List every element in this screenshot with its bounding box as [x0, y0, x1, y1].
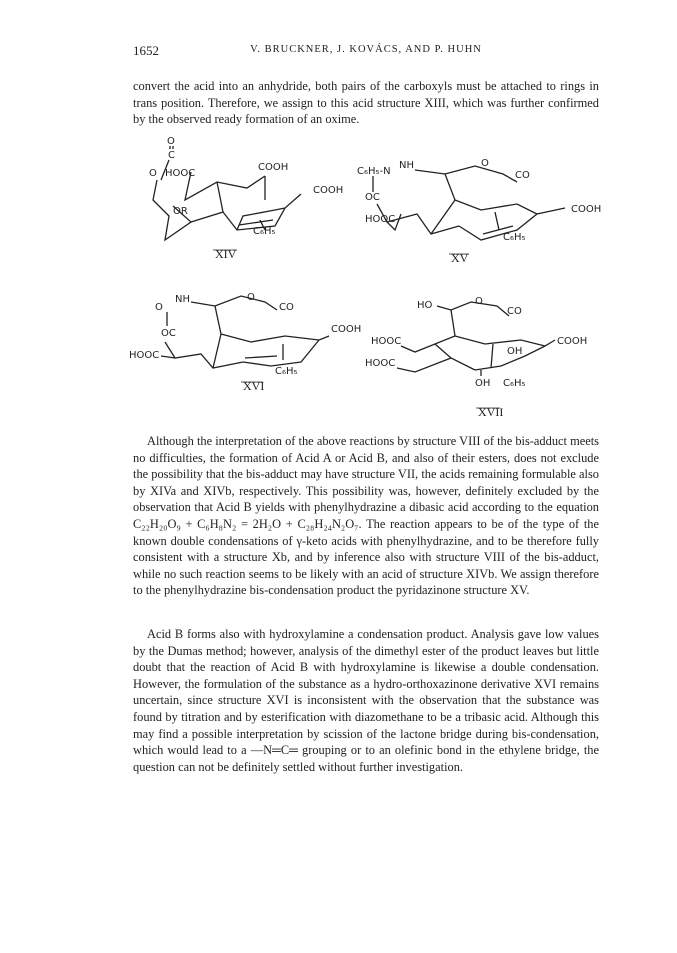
xv-atom-cooh: COOH — [571, 204, 602, 215]
xvi-atom-hooc: HOOC — [129, 350, 160, 361]
xvi-atom-o-1: O — [155, 302, 163, 313]
paragraph-phenylhydrazine-text: Although the interpretation of the above reactions by structure VIII of the bis-adduct meets no difficulties, the formation of Acid A or Acid B, and also of their esters, does not exclude the possibility that the bis-adduct may have structure VII, the acids remaining formulable also by XIVa and XIVb, respectively. This possibility was, however, definitely excluded by the observation that Acid B yields with phenylhydrazine a dibasic acid according to the equation C₂₂H₂₀O₉ + C₆H₈N₂ = 2H₂O + C₂₈H₂₄N₂O₇. The reaction appears to be of the type of the known double condensations of γ-keto acids with phenylhydrazine, and to be therefore fully consistent with a structure Xb, and by inference also with structure VIII of the bis-adduct, while no such reaction seems to be likely with an acid of structure XIVb. We assign therefore to the phenylhydrazine bis-condensation product the pyridazinone structure XV. — [133, 434, 599, 598]
xv-atom-phenyl: C₆H₅ — [503, 232, 526, 243]
xiv-atom-or: OR — [173, 206, 188, 217]
xv-atom-co: CO — [515, 170, 530, 181]
xvi-atom-phenyl: C₆H₅ — [275, 366, 298, 377]
paragraph-hydroxylamine — [133, 626, 599, 775]
xvii-atom-cooh: COOH — [557, 336, 588, 347]
paragraph-hydroxylamine-text: Acid B forms also with hydroxylamine a condensation product. Analysis gave low values by the Dumas method; however, analysis of the dimethyl ester of the product leaves but little doubt that the reaction of Acid B with hydroxylamine is likewise a double condensation. However, the formulation of the substance as a hydro-orthoxazinone derivative XVI remains uncertain, since structure XVI is inconsistent with the observation that the substance was found by titration and by esterification with diazomethane to be a tribasic acid. Although this may find a possible interpretation by scission of the lactone bridge during bis-condensation, which would lead to a —N═C═ grouping or to an olefinic bond in the ethylene bridge, the question can not be definitely settled without further investigation. — [133, 627, 599, 774]
structure-label-xvi: XVI — [243, 379, 265, 393]
xvi-atom-cooh: COOH — [331, 324, 362, 335]
xvii-atom-hooc-1: HOOC — [371, 336, 402, 347]
xvii-atom-hooc-2: HOOC — [365, 358, 396, 369]
xiv-atom-cooh-2: COOH — [313, 185, 344, 196]
page-header — [133, 43, 599, 59]
xvii-atom-o: O — [475, 296, 483, 307]
xvi-atom-nh: NH — [175, 294, 190, 305]
structure-xvi — [129, 292, 361, 393]
xv-atom-oc: OC — [365, 192, 380, 203]
structure-xv — [357, 158, 601, 265]
structure-xiv — [149, 136, 343, 261]
xvi-atom-co: CO — [279, 302, 294, 313]
xvii-atom-phenyl: C₆H₅ — [503, 378, 526, 389]
xvii-atom-ho: HO — [417, 300, 433, 311]
xv-atom-phenyl-n: C₆H₅-N — [357, 166, 391, 177]
paragraph-oxime: convert the acid into an anhydride, both pairs of the carboxyls must be attached to rings in trans position. Therefore, we assign to this acid structure XIII, which was further confirmed by the observed ready formation of an oxime. — [133, 79, 599, 127]
structure-label-xiv: XIV — [215, 247, 237, 261]
xv-atom-nh: NH — [399, 160, 414, 171]
xvi-atom-o-2: O — [247, 292, 255, 303]
page-number: 1652 — [133, 43, 159, 58]
xvi-atom-oc: OC — [161, 328, 176, 339]
xvii-atom-oh-1: OH — [507, 346, 523, 357]
structural-formulas-figure — [125, 130, 605, 430]
xvii-atom-oh-2: OH — [475, 378, 491, 389]
structure-label-xvii: XVII — [478, 405, 504, 419]
running-head: V. BRUCKNER, J. KOVÁCS, AND P. HUHN — [250, 44, 482, 55]
paragraph-phenylhydrazine — [133, 433, 599, 599]
xiv-atom-o-left: O — [149, 168, 157, 179]
xv-atom-hooc: HOOC — [365, 214, 396, 225]
xiv-atom-phenyl: C₆H₅ — [253, 226, 276, 237]
xiv-atom-c: C — [168, 150, 175, 161]
xv-atom-o: O — [481, 158, 489, 169]
structure-label-xv: XV — [451, 251, 469, 265]
xiv-atom-o-top: O — [167, 136, 175, 147]
structure-xvii — [365, 296, 587, 419]
xiv-atom-cooh-1: COOH — [258, 162, 289, 173]
xiv-atom-hooc: HOOC — [165, 168, 196, 179]
xvii-atom-co: CO — [507, 306, 522, 317]
